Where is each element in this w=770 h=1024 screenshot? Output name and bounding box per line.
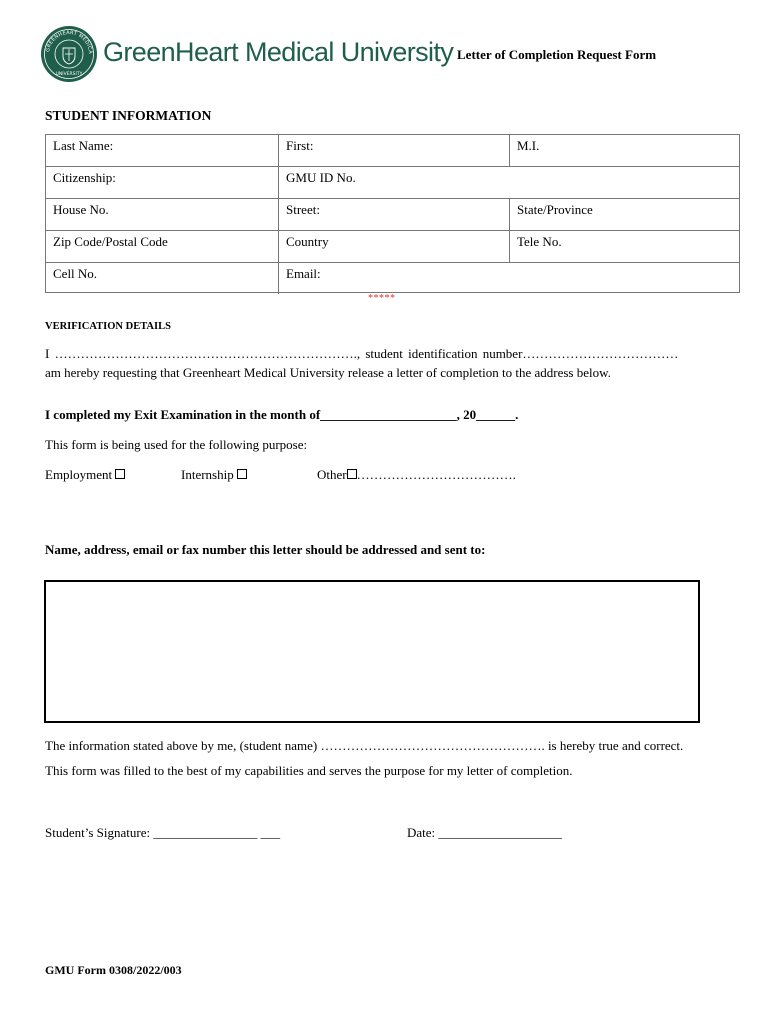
- state-province-field[interactable]: State/Province: [509, 199, 739, 230]
- middle-initial-field[interactable]: M.I.: [509, 135, 739, 166]
- exit-exam-statement[interactable]: I completed my Exit Examination in the month of_____________________, 20______.: [45, 407, 519, 422]
- country-field[interactable]: Country: [278, 231, 509, 262]
- internship-checkbox[interactable]: [237, 469, 247, 479]
- student-information-heading: STUDENT INFORMATION: [45, 108, 212, 123]
- email-field[interactable]: Email:: [278, 263, 739, 294]
- cell-number-field[interactable]: Cell No.: [53, 266, 98, 281]
- date-field[interactable]: Date: ___________________: [407, 825, 562, 840]
- form-title: Letter of Completion Request Form: [457, 47, 657, 62]
- university-logo: [40, 25, 98, 83]
- address-heading: Name, address, email or fax number this letter should be addressed and sent to:: [45, 542, 486, 557]
- table-row: [46, 199, 739, 231]
- student-signature-field[interactable]: Student’s Signature: ________________ ___: [45, 825, 281, 840]
- street-field[interactable]: Street:: [278, 199, 509, 230]
- student-information-table: [45, 134, 740, 293]
- table-row: [46, 231, 739, 263]
- gmu-id-field[interactable]: GMU ID No.: [278, 167, 739, 198]
- table-row: [46, 263, 739, 294]
- employment-option[interactable]: [45, 467, 125, 483]
- purpose-intro: This form is being used for the following purpose:: [45, 437, 308, 452]
- other-label: Other: [317, 467, 347, 482]
- house-number-field[interactable]: House No.: [53, 202, 109, 217]
- zip-code-field[interactable]: Zip Code/Postal Code: [53, 234, 168, 249]
- svg-text:UNIVERSITY: UNIVERSITY: [55, 72, 83, 77]
- first-name-field[interactable]: First:: [278, 135, 509, 166]
- employment-label: Employment: [45, 467, 113, 482]
- other-specify-field[interactable]: ……………………………….: [356, 467, 516, 482]
- other-option[interactable]: [317, 467, 516, 483]
- citizenship-field[interactable]: Citizenship:: [53, 170, 116, 185]
- form-number: GMU Form 0308/2022/003: [45, 963, 182, 977]
- other-checkbox[interactable]: [347, 469, 357, 479]
- verification-heading: VERIFICATION DETAILS: [45, 321, 171, 332]
- table-row: [46, 167, 739, 199]
- verification-statement-line2: am hereby requesting that Greenheart Medical University release a letter of completion to the address below.: [45, 365, 611, 380]
- university-name: GreenHeart Medical University: [103, 37, 454, 67]
- employment-checkbox[interactable]: [115, 469, 125, 479]
- table-row: [46, 135, 739, 167]
- internship-label: Internship: [181, 467, 234, 482]
- internship-option[interactable]: [181, 467, 247, 483]
- address-textbox[interactable]: [44, 580, 700, 723]
- last-name-field[interactable]: Last Name:: [53, 138, 114, 153]
- declaration-line1[interactable]: The information stated above by me, (student name) ……………………………………………. is hereby true and correct.: [45, 738, 684, 753]
- verification-statement-line1[interactable]: I ……………………………………………………………., student identification number………………………………: [45, 346, 679, 361]
- telephone-field[interactable]: Tele No.: [509, 231, 739, 262]
- declaration-line2: This form was filled to the best of my capabilities and serves the purpose for my letter of completion.: [45, 763, 573, 778]
- required-asterisks: *****: [368, 293, 396, 304]
- svg-text:GREENHEART MEDICAL: GREENHEART MEDICA: [45, 29, 94, 55]
